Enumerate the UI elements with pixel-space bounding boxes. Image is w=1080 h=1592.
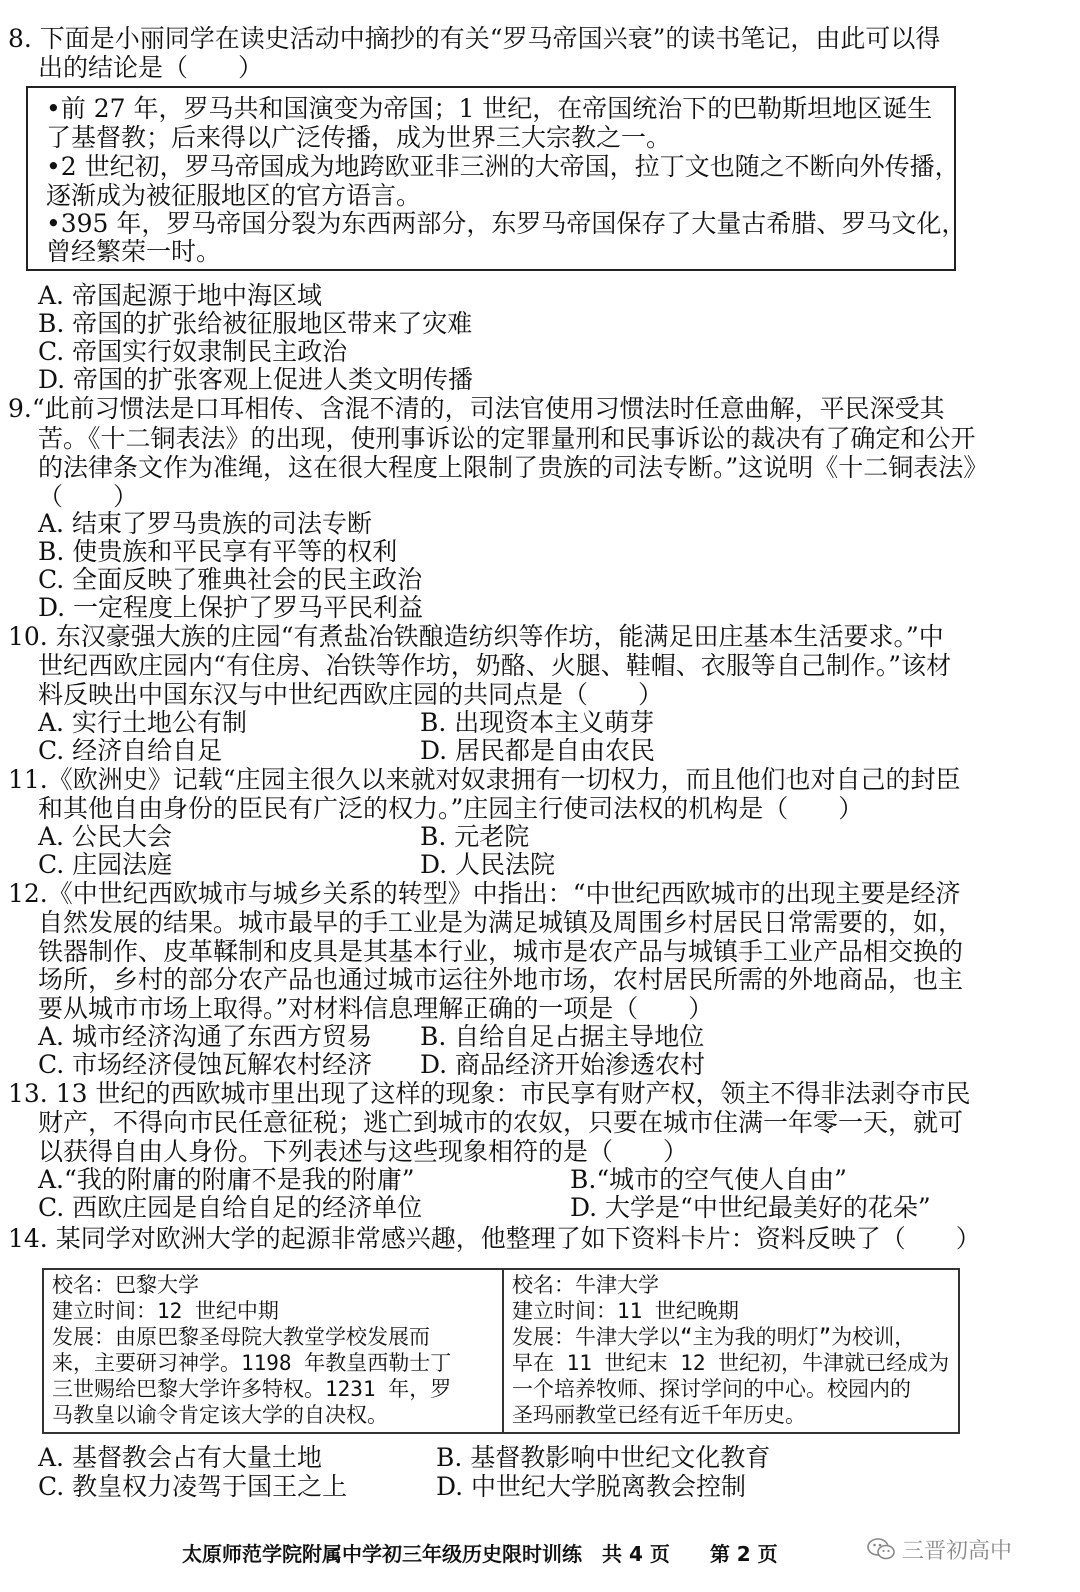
q13-option-b: B.“城市的空气使人自由” xyxy=(570,1165,847,1194)
card-right-line: 发展：牛津大学以“主为我的明灯”为校训， xyxy=(512,1325,916,1349)
q13-option-d: D. 大学是“中世纪最美好的花朵” xyxy=(570,1193,931,1222)
q10-option-b: B. 出现资本主义萌芽 xyxy=(420,708,655,737)
q10-option-a: A. 实行土地公有制 xyxy=(38,708,247,737)
card-right-line: 建立时间：11 世纪晚期 xyxy=(512,1299,739,1323)
q14-option-d: D. 中世纪大学脱离教会控制 xyxy=(436,1472,747,1501)
q14-option-a: A. 基督教会占有大量土地 xyxy=(38,1443,322,1472)
q8-note-line: •前 27 年，罗马共和国演变为帝国；1 世纪，在帝国统治下的巴勒斯坦地区诞生 xyxy=(46,94,933,123)
q12-stem-line-1: 12.《中世纪西欧城市与城乡关系的转型》中指出：“中世纪西欧城市的出现主要是经济 xyxy=(8,879,961,908)
card-right-line: 圣玛丽教堂已经有近千年历史。 xyxy=(512,1403,806,1427)
q10-option-d: D. 居民都是自由农民 xyxy=(420,736,656,765)
card-right-line: 校名：牛津大学 xyxy=(512,1273,659,1297)
q10-stem-line-3: 料反映出中国东汉与中世纪西欧庄园的共同点是（ ） xyxy=(38,680,664,709)
q8-stem-line-2: 出的结论是（ ） xyxy=(38,53,264,82)
q13-option-c: C. 西欧庄园是自给自足的经济单位 xyxy=(38,1193,423,1222)
q10-stem-line-1: 10. 东汉豪强大族的庄园“有煮盐冶铁酿造纺织等作坊，能满足田庄基本生活要求。”中 xyxy=(8,622,944,651)
q9-option-a: A. 结束了罗马贵族的司法专断 xyxy=(38,509,372,538)
card-right-line: 一个培养牧师、探讨学问的中心。校园内的 xyxy=(512,1377,911,1401)
card-left-line: 三世赐给巴黎大学许多特权。1231 年，罗 xyxy=(52,1377,452,1401)
card-divider xyxy=(502,1270,504,1432)
q9-option-c: C. 全面反映了雅典社会的民主政治 xyxy=(38,565,423,594)
q12-option-a: A. 城市经济沟通了东西方贸易 xyxy=(38,1022,372,1051)
q8-option-d: D. 帝国的扩张客观上促进人类文明传播 xyxy=(38,365,474,394)
q8-note-line: 了基督教；后来得以广泛传播，成为世界三大宗教之一。 xyxy=(46,123,672,152)
q9-stem-line-4: （ ） xyxy=(38,482,139,511)
q8-option-c: C. 帝国实行奴隶制民主政治 xyxy=(38,337,348,366)
q14-option-b: B. 基督教影响中世纪文化教育 xyxy=(436,1443,771,1472)
card-left-line: 来，主要研习神学。1198 年教皇西勒士丁 xyxy=(52,1351,452,1375)
q11-option-d: D. 人民法院 xyxy=(420,850,556,879)
q11-option-b: B. 元老院 xyxy=(420,822,530,851)
q13-stem-line-3: 以获得自由人身份。下列表述与这些现象相符的是（ ） xyxy=(38,1137,689,1166)
card-left-line: 建立时间：12 世纪中期 xyxy=(52,1299,279,1323)
q14-option-c: C. 教皇权力凌驾于国王之上 xyxy=(38,1472,348,1501)
q13-stem-line-1: 13. 13 世纪的西欧城市里出现了这样的现象：市民享有财产权，领主不得非法剥夺市民 xyxy=(8,1079,971,1108)
q13-stem-line-2: 财产，不得向市民任意征税；逃亡到城市的农奴，只要在城市住满一年零一天，就可 xyxy=(38,1108,964,1137)
card-right-line: 早在 11 世纪末 12 世纪初，牛津就已经成为 xyxy=(512,1351,950,1375)
page-footer: 太原师范学院附属中学初三年级历史限时训练 共 4 页 第 2 页 xyxy=(182,1542,778,1566)
q12-option-b: B. 自给自足占据主导地位 xyxy=(420,1022,705,1051)
watermark-text: 三晋初高中 xyxy=(902,1539,1013,1564)
q9-stem-line-3: 的法律条文作为准绳，这在很大程度上限制了贵族的司法专断。”这说明《十二铜表法》 xyxy=(38,453,989,482)
q10-stem-line-2: 世纪西欧庄园内“有住房、冶铁等作坊，奶酪、火腿、鞋帽、衣服等自己制作。”该材 xyxy=(38,651,952,680)
q9-option-d: D. 一定程度上保护了罗马平民利益 xyxy=(38,593,424,622)
q14-stem-line-1: 14. 某同学对欧洲大学的起源非常感兴趣，他整理了如下资料卡片：资料反映了（ ） xyxy=(8,1224,981,1253)
q12-stem-line-2: 自然发展的结果。城市最早的手工业是为满足城镇及周围乡村居民日常需要的，如， xyxy=(38,908,964,937)
q12-option-c: C. 市场经济侵蚀瓦解农村经济 xyxy=(38,1050,373,1079)
q11-option-c: C. 庄园法庭 xyxy=(38,850,173,879)
q11-stem-line-2: 和其他自由身份的臣民有广泛的权力。”庄园主行使司法权的机构是（ ） xyxy=(38,794,864,823)
card-left-line: 马教皇以谕令肯定该大学的自决权。 xyxy=(52,1403,388,1427)
q12-stem-line-3: 铁器制作、皮革鞣制和皮具是其基本行业，城市是农产品与城镇手工业产品相交换的 xyxy=(38,937,964,966)
q12-stem-line-4: 场所，乡村的部分农产品也通过城市运往外地市场，农村居民所需的外地商品，也主 xyxy=(38,965,964,994)
q8-note-line: •2 世纪初，罗马帝国成为地跨欧亚非三洲的大帝国，拉丁文也随之不断向外传播， xyxy=(46,152,960,181)
q8-note-line: 曾经繁荣一时。 xyxy=(46,237,222,266)
q9-stem-line-2: 苦。《十二铜表法》的出现，使刑事诉讼的定罪量刑和民事诉讼的裁决有了确定和公开 xyxy=(38,424,976,453)
card-left-line: 校名：巴黎大学 xyxy=(52,1273,199,1297)
q8-option-a: A. 帝国起源于地中海区域 xyxy=(38,281,322,310)
q8-note-line: 逐渐成为被征服地区的官方语言。 xyxy=(46,181,422,210)
wechat-icon xyxy=(866,1537,896,1561)
q12-stem-line-5: 要从城市市场上取得。”对材料信息理解正确的一项是（ ） xyxy=(38,994,714,1023)
q11-option-a: A. 公民大会 xyxy=(38,822,172,851)
q9-stem-line-1: 9.“此前习惯法是口耳相传、含混不清的，司法官使用习惯法时任意曲解，平民深受其 xyxy=(8,394,945,423)
q12-option-d: D. 商品经济开始渗透农村 xyxy=(420,1050,706,1079)
card-left-line: 发展：由原巴黎圣母院大教堂学校发展而 xyxy=(52,1325,430,1349)
q8-note-line: •395 年，罗马帝国分裂为东西两部分，东罗马帝国保存了大量古希腊、罗马文化， xyxy=(46,209,967,238)
q10-option-c: C. 经济自给自足 xyxy=(38,736,223,765)
q11-stem-line-1: 11.《欧洲史》记载“庄园主很久以来就对奴隶拥有一切权力，而且他们也对自己的封臣 xyxy=(8,765,961,794)
q8-stem-line-1: 8. 下面是小丽同学在读史活动中摘抄的有关“罗马帝国兴衰”的读书笔记，由此可以得 xyxy=(8,24,941,53)
q13-option-a: A.“我的附庸的附庸不是我的附庸” xyxy=(38,1165,415,1194)
q9-option-b: B. 使贵族和平民享有平等的权利 xyxy=(38,537,398,566)
q8-option-b: B. 帝国的扩张给被征服地区带来了灾难 xyxy=(38,309,473,338)
